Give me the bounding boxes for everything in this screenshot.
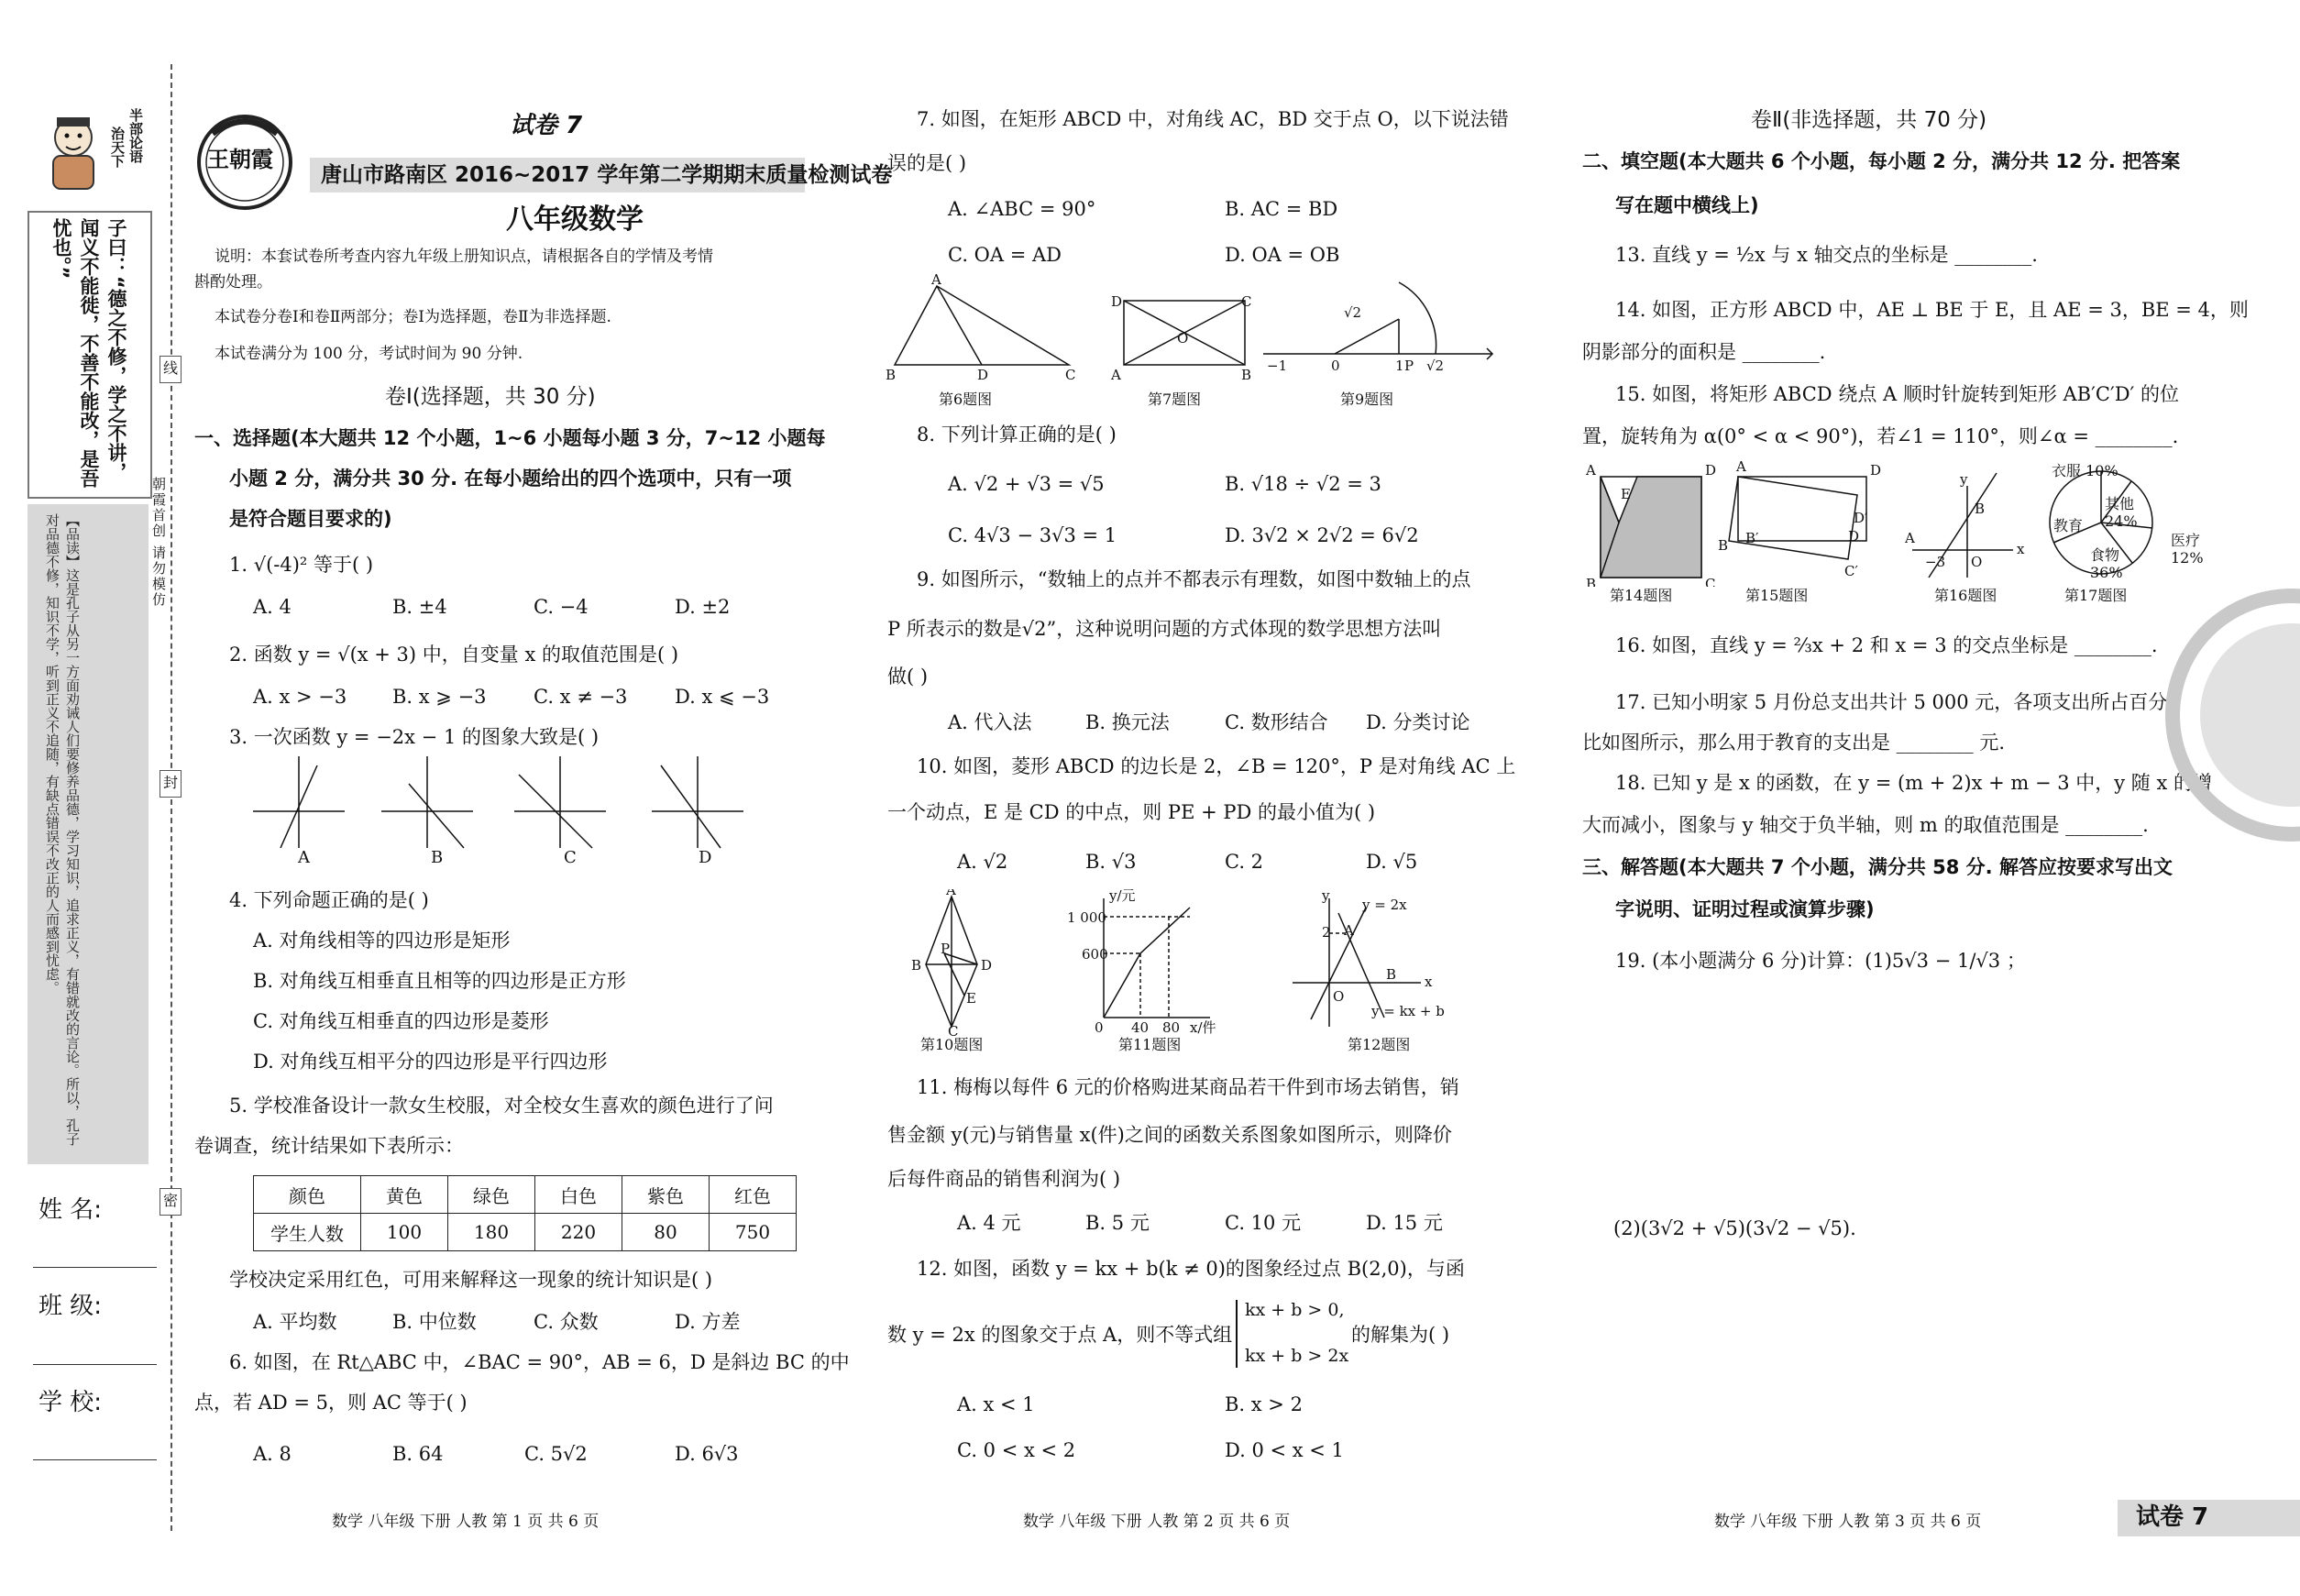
q3-label-d[interactable]: D [699,848,712,867]
q13-stem: 13. 直线 y = ½x 与 x 轴交点的坐标是 ________. [1615,244,2038,266]
quote-text: 子曰：“德之不修，学之不讲，闻义不能徙，不善不能改，是吾忧也。” [50,218,127,488]
svg-text:D: D [1705,462,1717,479]
pie-label-clothes: 衣服 10% [2052,462,2118,479]
svg-text:A: A [1736,458,1746,475]
svg-text:B: B [886,367,897,383]
q6-stem-2: 点，若 AD = 5，则 AC 等于( ) [194,1392,468,1414]
footer-page-3: 数学 八年级 下册 人教 第 3 页 共 6 页 [1714,1513,1982,1531]
pie-label-food: 食物 36% [2090,546,2123,582]
class-label: 班 级: [39,1293,103,1320]
section1-title: 卷Ⅰ(选择题，共 30 分) [385,385,596,409]
q8-option-d[interactable]: D. 3√2 × 2√2 = 6√2 [1225,524,1419,546]
q1-option-d[interactable]: D. ±2 [675,596,731,618]
svg-text:A: A [1344,922,1354,939]
figures-14-15-16 [1582,458,2041,587]
q11-option-a[interactable]: A. 4 元 [957,1212,1021,1234]
q12-option-d[interactable]: D. 0 < x < 1 [1225,1439,1344,1461]
q7-option-d[interactable]: D. OA = OB [1225,244,1340,266]
q6-option-c[interactable]: C. 5√2 [524,1443,588,1465]
svg-text:y = 2x: y = 2x [1362,897,1407,913]
svg-text:D: D [977,367,989,383]
q10-stem-2: 一个动点，E 是 CD 的中点，则 PE + PD 的最小值为( ) [887,801,1376,823]
svg-text:O: O [1333,988,1345,1005]
q6-option-d[interactable]: D. 6√3 [675,1443,739,1465]
svg-text:A: A [946,889,956,898]
svg-text:O: O [1971,554,1983,570]
svg-text:B: B [1718,537,1729,554]
q18-stem-2: 大而减小，图象与 y 轴交于负半轴，则 m 的取值范围是 ________. [1582,814,2149,836]
svg-text:0: 0 [1095,1019,1104,1036]
table-cell: 紫色 [622,1176,710,1214]
q2-option-b[interactable]: B. x ⩾ −3 [392,686,487,708]
table-cell: 220 [535,1214,622,1251]
bind-mark-1: 线 [160,356,182,383]
q4-option-b[interactable]: B. 对角线互相垂直且相等的四边形是正方形 [253,970,626,992]
svg-text:y/元: y/元 [1109,889,1136,904]
table-cell: 红色 [710,1176,797,1214]
fig15-caption: 第15题图 [1745,587,1809,604]
q17-stem-1: 17. 已知小明家 5 月份总支出共计 5 000 元，各项支出所占百分 [1615,691,2168,713]
q7-stem-1: 7. 如图，在矩形 ABCD 中，对角线 AC，BD 交于点 O，以下说法错 [917,108,1509,130]
q15-stem-2: 置，旋转角为 α(0° < α < 90°)，若∠1 = 110°，则∠α = ________. [1582,425,2179,447]
q12-system-2: kx + b > 2x [1245,1346,1349,1366]
svg-text:x: x [2017,541,2025,557]
q8-stem: 8. 下列计算正确的是( ) [917,424,1117,446]
q19-stem: 19. (本小题满分 6 分)计算：(1)5√3 − 1/√3 ； [1615,950,2026,972]
bind-mark-3: 密 [160,1188,182,1216]
svg-text:C: C [1705,576,1716,587]
pie-label-education: 教育 [2053,517,2084,534]
q7-option-c[interactable]: C. OA = AD [948,244,1062,266]
q14-stem-1: 14. 如图，正方形 ABCD 中，AE ⊥ BE 于 E，且 AE = 3，BE = 4，则 [1615,299,2249,321]
name-label: 姓 名: [39,1196,103,1224]
svg-text:B: B [1975,501,1986,517]
q14-stem-2: 阴影部分的面积是 ________. [1582,341,1826,363]
q12-option-b[interactable]: B. x > 2 [1225,1393,1303,1415]
svg-text:B′: B′ [1745,530,1759,546]
svg-text:−3: −3 [1925,554,1946,570]
note-3: 本试卷满分为 100 分，考试时间为 90 分钟. [215,345,523,363]
q5-stem-3: 学校决定采用红色，可用来解释这一现象的统计知识是( ) [229,1269,713,1291]
slogan-a: 半部论语 [127,108,144,163]
svg-text:2: 2 [1322,924,1331,941]
pie-label-medical: 医疗 12% [2171,532,2204,567]
q3-graphs [244,747,766,857]
svg-text:D: D [1848,528,1860,545]
q9-option-b[interactable]: B. 换元法 [1085,711,1170,733]
q12-stem-2a: 数 y = 2x 的图象交于点 A，则不等式组 [887,1324,1233,1346]
section1-instr-3: 是符合题目要求的) [229,508,392,530]
fig11-caption: 第11题图 [1118,1036,1182,1053]
q11-stem-3: 后每件商品的销售利润为( ) [887,1168,1121,1190]
svg-text:A: A [1586,462,1596,479]
q10-option-b[interactable]: B. √3 [1085,851,1137,873]
q11-option-b[interactable]: B. 5 元 [1085,1212,1150,1234]
q4-option-d[interactable]: D. 对角线互相平分的四边形是平行四边形 [253,1051,608,1073]
note-2: 本试卷分卷Ⅰ和卷Ⅱ两部分；卷Ⅰ为选择题，卷Ⅱ为非选择题. [215,308,611,326]
figures-6-7-9 [886,273,1500,387]
exam-title: 唐山市路南区 2016~2017 学年第二学期期末质量检测试卷 [321,163,893,187]
q5-option-a[interactable]: A. 平均数 [253,1311,337,1333]
q10-option-a[interactable]: A. √2 [957,851,1008,873]
q1-option-c[interactable]: C. −4 [534,596,589,618]
q2-option-c[interactable]: C. x ≠ −3 [534,686,628,708]
sidebar [28,101,149,1164]
fig6-caption: 第6题图 [939,391,993,408]
note-1b: 斟酌处理。 [194,273,272,292]
fig7-caption: 第7题图 [1148,391,1202,408]
q9-stem-2: P 所表示的数是√2”，这种说明问题的方式体现的数学思想方法叫 [887,618,1442,640]
q3-label-c[interactable]: C [564,848,577,867]
svg-text:D: D [1111,293,1123,310]
q17-stem-2: 比如图所示，那么用于教育的支出是 ________ 元. [1582,732,2006,754]
note-1: 说明：本套试卷所考查内容九年级上册知识点，请根据各自的学情及考情 [215,248,713,266]
svg-text:D: D [981,957,993,974]
q5-option-c[interactable]: C. 众数 [534,1311,599,1333]
q16-stem: 16. 如图，直线 y = ⅔x + 2 和 x = 3 的交点坐标是 ________. [1615,634,2158,656]
q2-option-d[interactable]: D. x ⩽ −3 [675,686,770,708]
class-field[interactable] [33,1364,157,1365]
svg-text:B: B [1586,576,1597,587]
svg-text:x/件: x/件 [1190,1019,1216,1036]
svg-text:C: C [1241,293,1252,310]
q9-option-d[interactable]: D. 分类讨论 [1366,711,1470,733]
svg-text:P: P [941,941,951,957]
q4-stem: 4. 下列命题正确的是( ) [229,889,429,911]
fig17-caption: 第17题图 [2064,587,2128,604]
logo-text: 王朝霞 [207,147,273,172]
svg-text:P: P [1404,358,1414,374]
table-cell: 180 [448,1214,535,1251]
svg-text:E: E [966,990,976,1007]
q6-option-a[interactable]: A. 8 [253,1443,292,1465]
q5-stem-2: 卷调查，统计结果如下表所示： [194,1135,464,1157]
svg-text:E: E [1621,486,1631,502]
q12-system-brace [1236,1300,1243,1368]
q6-stem-1: 6. 如图，在 Rt△ABC 中，∠BAC = 90°，AB = 6，D 是斜边 BC 的中 [229,1351,850,1373]
svg-text:1 000: 1 000 [1067,909,1106,926]
svg-text:B: B [1386,966,1397,983]
q9-option-a[interactable]: A. 代入法 [948,711,1032,733]
table-cell: 颜色 [254,1176,361,1214]
binding-line [171,64,172,1531]
section1-instr-1: 一、选择题(本大题共 12 个小题，1~6 小题每小题 3 分，7~12 小题每 [194,427,826,449]
q1-option-b[interactable]: B. ±4 [392,596,447,618]
svg-text:y: y [1322,889,1330,904]
table-cell: 白色 [535,1176,622,1214]
table-cell: 80 [622,1214,710,1251]
q7-stem-2: 误的是( ) [887,152,967,174]
q8-option-b[interactable]: B. √18 ÷ √2 = 3 [1225,473,1381,495]
table-cell: 绿色 [448,1176,535,1214]
q10-option-d[interactable]: D. √5 [1366,851,1418,873]
q12-system-1: kx + b > 0, [1245,1300,1345,1320]
section3-instr-1: 三、解答题(本大题共 7 个小题，满分共 58 分. 解答应按要求写出文 [1582,856,2173,878]
table-cell: 黄色 [361,1176,448,1214]
q5-stem-1: 5. 学校准备设计一款女生校服，对全校女生喜欢的颜色进行了问 [229,1095,774,1117]
svg-text:y = kx + b: y = kx + b [1371,1003,1445,1019]
q7-option-a[interactable]: A. ∠ABC = 90° [948,198,1096,220]
svg-text:x: x [1425,974,1433,990]
slogan-b: 治天下 [109,127,126,168]
q6-option-b[interactable]: B. 64 [392,1443,444,1465]
svg-text:C: C [1065,367,1076,383]
q9-stem-1: 9. 如图所示，“数轴上的点并不都表示有理数，如图中数轴上的点 [917,568,1471,590]
q10-stem-1: 10. 如图，菱形 ABCD 的边长是 2，∠B = 120°，P 是对角线 AC 上 [917,755,1516,777]
svg-text:A: A [931,273,941,288]
section2-instr-1: 二、填空题(本大题共 6 个小题，每小题 2 分，满分共 12 分. 把答案 [1582,150,2181,172]
svg-text:B: B [911,957,922,974]
svg-text:A: A [1905,530,1915,546]
section1-instr-2: 小题 2 分，满分共 30 分. 在每小题给出的四个选项中，只有一项 [229,468,792,490]
school-label: 学 校: [39,1389,103,1416]
svg-text:√2: √2 [1426,358,1445,374]
q3-label-a[interactable]: A [298,848,310,867]
svg-text:D′: D′ [1854,510,1868,526]
fig10-caption: 第10题图 [920,1036,984,1053]
q5-color-table [253,1175,797,1251]
q12-stem-1: 12. 如图，函数 y = kx + b(k ≠ 0)的图象经过点 B(2,0)，与函 [917,1258,1465,1280]
q11-option-d[interactable]: D. 15 元 [1366,1212,1443,1234]
q9-option-c[interactable]: C. 数形结合 [1225,711,1328,733]
section2-instr-2: 写在题中横线上) [1615,194,1759,216]
svg-text:C′: C′ [1844,563,1858,579]
fig9-caption: 第9题图 [1340,391,1394,408]
q8-option-a[interactable]: A. √2 + √3 = √5 [948,473,1105,495]
q4-option-a[interactable]: A. 对角线相等的四边形是矩形 [253,930,511,952]
q19-part-2: (2)(3√2 + √5)(3√2 − √5). [1613,1217,1856,1239]
q1-stem: 1. √(-4)² 等于( ) [229,554,374,576]
svg-text:1: 1 [1395,358,1404,374]
fig14-caption: 第14题图 [1610,587,1673,604]
svg-text:C: C [948,1023,959,1036]
bind-mark-2: 封 [160,770,182,798]
figures-10-11-12 [908,889,1476,1036]
svg-text:√2: √2 [1344,304,1362,321]
section3-instr-2: 字说明、证明过程或演算步骤) [1615,898,1875,920]
q12-option-a[interactable]: A. x < 1 [957,1393,1035,1415]
table-cell: 750 [710,1214,797,1251]
q12-stem-2b: 的解集为( ) [1351,1324,1450,1346]
q3-stem: 3. 一次函数 y = −2x − 1 的图象大致是( ) [229,726,600,748]
q18-stem-1: 18. 已知 y 是 x 的函数，在 y = (m + 2)x + m − 3 中，y 随 x 的增 [1615,772,2212,794]
subject-title: 八年级数学 [506,204,644,236]
q8-option-c[interactable]: C. 4√3 − 3√3 = 1 [948,524,1117,546]
q9-stem-3: 做( ) [887,666,929,688]
table-cell: 学生人数 [254,1214,361,1251]
q11-option-c[interactable]: C. 10 元 [1225,1212,1302,1234]
svg-text:A: A [1111,367,1121,383]
pindu-text: 【品读】这是孔子从另一方面劝诫人们要修养品德，学习知识，追求正义，有错就改的言论。所以，孔子对品德不修，知识不学，听到正义不追随，有缺点错误不改正的人而感到忧虑。 [44,513,81,1146]
svg-text:40: 40 [1131,1019,1150,1036]
svg-text:600: 600 [1082,946,1108,963]
q5-option-d[interactable]: D. 方差 [675,1311,741,1333]
svg-text:0: 0 [1331,358,1340,374]
svg-text:−1: −1 [1267,358,1288,374]
exam-number: 试卷 7 [510,112,583,139]
q11-stem-1: 11. 梅梅以每件 6 元的价格购进某商品若干件到市场去销售，销 [917,1076,1459,1098]
section2-title: 卷Ⅱ(非选择题，共 70 分) [1751,108,1987,132]
footer-page-2: 数学 八年级 下册 人教 第 2 页 共 6 页 [1023,1513,1291,1531]
q4-option-c[interactable]: C. 对角线互相垂直的四边形是菱形 [253,1010,549,1032]
q10-option-c[interactable]: C. 2 [1225,851,1264,873]
fig16-caption: 第16题图 [1934,587,1997,604]
q1-option-a[interactable]: A. 4 [253,596,292,618]
svg-text:O: O [1177,330,1189,347]
cartoon-confucius-icon [37,110,110,193]
q5-option-b[interactable]: B. 中位数 [392,1311,477,1333]
school-field[interactable] [33,1459,157,1460]
svg-text:D: D [1870,462,1882,479]
watermark-seal-icon [2145,587,2300,843]
q7-option-b[interactable]: B. AC = BD [1225,198,1338,220]
fig12-caption: 第12题图 [1348,1036,1411,1053]
q12-option-c[interactable]: C. 0 < x < 2 [957,1439,1076,1461]
q2-stem: 2. 函数 y = √(x + 3) 中，自变量 x 的取值范围是( ) [229,644,679,666]
q3-label-b[interactable]: B [431,848,444,867]
bind-note: 朝霞首创 请勿模仿 [150,477,167,608]
q11-stem-2: 售金额 y(元)与销售量 x(件)之间的函数关系图象如图所示，则降价 [887,1124,1452,1146]
svg-text:80: 80 [1162,1019,1181,1036]
footer-page-1: 数学 八年级 下册 人教 第 1 页 共 6 页 [332,1513,600,1531]
q15-stem-1: 15. 如图，将矩形 ABCD 绕点 A 顺时针旋转到矩形 AB′C′D′ 的位 [1615,383,2179,405]
svg-text:y: y [1960,471,1968,488]
footer-exam-label: 试卷 7 [2136,1503,2209,1531]
name-field[interactable] [33,1267,157,1268]
table-cell: 100 [361,1214,448,1251]
svg-text:B: B [1241,367,1252,383]
pie-label-other: 其他 24% [2105,495,2138,531]
q2-option-a[interactable]: A. x > −3 [253,686,347,708]
